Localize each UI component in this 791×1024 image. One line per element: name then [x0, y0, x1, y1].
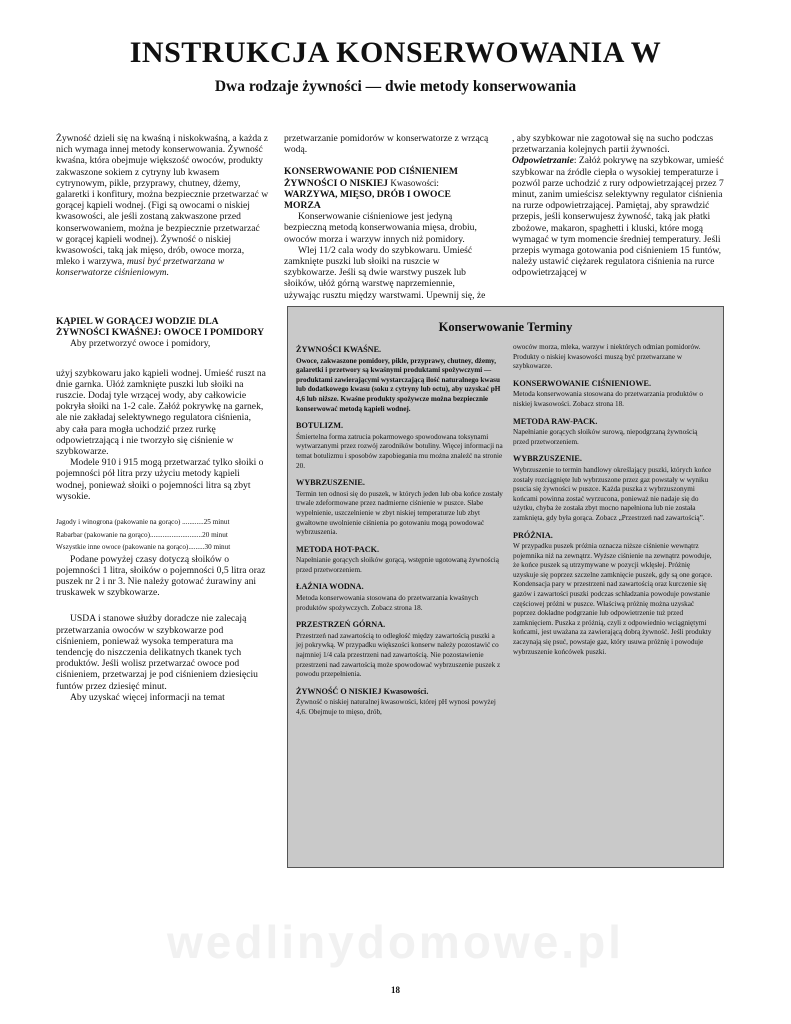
- water-bath-heading: KĄPIEL W GORĄCEJ WODZIE DLA ŻYWNOŚCI KWAŚNEJ: OWOCE I POMIDORY: [56, 316, 265, 339]
- intro-emphasis: musi być przetwarzana w konserwatorze ciśnieniowym.: [56, 256, 225, 279]
- tomato-continuation: przetwarzanie pomidorów w konserwatorze z wrzącą wodą.: [284, 133, 489, 156]
- term-heading: PRZESTRZEŃ GÓRNA.: [296, 620, 386, 630]
- term-heading: PRÓŻNIA.: [513, 530, 553, 540]
- intro-paragraph: [56, 133, 269, 279]
- term-text: Śmiertelna forma zatrucia pokarmowego spowodowana toksynami wytwarzanymi przez rozwój zarodników botuliny. Więcej informacji na temat botulizmu i sposobów zapobiegania mu można znaleźć na stronie 20.: [296, 432, 503, 470]
- term-heading: KONSERWOWANIE CIŚNIENIOWE.: [513, 378, 652, 388]
- pressure-intro: Konserwowanie ciśnieniowe jest jedyną bezpieczną metodą konserwowania mięsa, drobiu, owoców morza i warzyw innych niż pomidory.: [284, 211, 477, 245]
- pressure-column: [284, 133, 490, 301]
- term-text: Napełnianie gorących słoików surową, niepodgrzaną żywnością przed przetworzeniem.: [513, 428, 698, 446]
- intro-column: [56, 133, 269, 279]
- term-text: Żywność o niskiej naturalnej kwasowości, której pH wynosi powyżej 4,6. Obejmuje to mięso, drób,: [296, 698, 496, 716]
- venting-label: Odpowietrzanie: [512, 155, 574, 167]
- water-bath-models: Modele 910 i 915 mogą przetwarzać tylko słoiki o pojemności pół litra przy użyciu metody kąpieli wodnej, ponieważ słoiki o pojemności litra są zbyt wysokie.: [56, 457, 264, 502]
- term-heading: BOTULIZM.: [296, 421, 344, 431]
- time-row: Wszystkie inne owoce (pakowanie na gorąco).........30 minut: [56, 543, 231, 552]
- term-heading: ŁAŹNIA WODNA.: [296, 582, 364, 592]
- term-text: Metoda konserwowania stosowana do przetwarzania produktów o niskiej kwasowości. Zobacz strona 18.: [513, 390, 704, 408]
- term-heading: WYBRZUSZENIE.: [296, 478, 365, 488]
- page-subtitle: Dwa rodzaje żywności — dwie metody konserwowania: [214, 78, 577, 95]
- venting-continuation: , aby szybkowar nie zagotował się na sucho podczas przetwarzania kolejnych partii żywności.: [512, 133, 714, 156]
- pressure-heading-c: WARZYWA, MIĘSO, DRÓB I OWOCE MORZA: [284, 188, 451, 212]
- term-heading: METODA RAW-PACK.: [513, 416, 598, 426]
- water-bath-intro: Aby przetworzyć owoce i pomidory,: [70, 338, 211, 350]
- term-text: Przestrzeń nad zawartością to odległość między zawartością puszki a jej pokrywką. W przypadku większości konserw należy pozostawić co najmniej 1/4 cala przestrzeni nad zawartością. Nie pozostawienie przestrzeni nad zawartością może spowodować wybrzuszenie puszek z powodu przepełnienia.: [296, 631, 501, 679]
- terms-left-column: [296, 345, 503, 718]
- term-text: Owoce, zakwaszone pomidory, pikle, przyprawy, chutney, dżemy, galaretki i przetwory są kwaśnymi produktami spożywczymi — produktami zawierającymi wystarczającą ilość naturalnego kwasu lub dodatkowego kwasu (soku z cytryny lub octu), aby uzyskać pH 4,6 lub niższe. Kwaśne produkty spożywcze można bezpiecznie konserwować metodą kąpieli wodnej.: [296, 356, 501, 413]
- more-info: Aby uzyskać więcej informacji na temat: [70, 691, 225, 703]
- time-row: Rabarbar (pakowanie na gorąco).............................20 minut: [56, 530, 228, 539]
- venting-paragraph: [512, 155, 724, 278]
- term-text: W przypadku puszek próżnia oznacza niższe ciśnienie wewnątrz pojemnika niż na zewnątrz. Wyższe ciśnienie na zewnątrz powoduje, że końce puszek są utrzymywane w pozycji wklęsłej. Próżnię uzyskuje się poprzez szczelne zamknięcie puszek, gdy są one gorące. Kondensacja pary w przestrzeni nad zawartością oraz kurczenie się gazów i zawartości puszki podczas schładzania powoduje powstanie częściowej próżni w puszce. Właściwą próżnię można uzyskać poprzez dokładne podgrzanie lub odpowietrzenie tuż przed zamknięciem. Puszka z próżnią, czyli z odpowiednio wciągniętymi końcami, jest uważana za zawierającą dobrą żywność. Jeśli produkty zaczynają się psuć, powstaje gaz, który usuwa próżnię i powoduje wybrzuszenie końcówek puszki.: [513, 542, 713, 656]
- page-title: INSTRUKCJA KONSERWOWANIA W: [129, 36, 662, 69]
- processing-times: [56, 516, 266, 554]
- terms-box: [287, 306, 724, 868]
- venting-text: : Załóż pokrywę na szybkowar, umieść szybkowar na źródle ciepła o wysokiej temperaturze i pozwól parze uchodzić z rury odpowietrzającej przez 7 minut, zanim umieścisz selektywny regulator ciśnienia na rurze odpowietrzającej. Pamiętaj, aby sprawdzić przepis, jeśli konserwujesz żywność, taką jak płatki zbożowe, makaron, spaghetti i kluski, które mogą wymagać w tym momencie średniej temperatury. Jeśli przepis wymaga gotowania pod ciśnieniem 15 funtów, należy ustawić ciężarek regulatora ciśnienia na rurce odpowietrzającej w: [512, 155, 724, 279]
- times-note: Podane powyżej czasy dotyczą słoików o pojemności 1 litra, słoików o pojemności 0,5 litra oraz puszek nr 2 i nr 3. Nie należy gotować żurawiny ani truskawek w szybkowarze.: [56, 553, 266, 599]
- term-heading: ŻYWNOŚĆ O NISKIEJ Kwasowości.: [296, 686, 429, 696]
- intro-text: Żywność dzieli się na kwaśną i niskokwaśną, a każda z nich wymaga innej metody konserwowania. Żywność kwaśna, która obejmuje większość owoców, produkty zakwaszone sokiem z cytryny lub kwasem cytrynowym, pikle, przyprawy, chutney, dżemy, galaretki i konfitury, można bezpiecznie przetwarzać w gorącej kąpieli wodnej. (Figi są owocami o niskiej kwasowości, ale jeśli zostaną zakwaszone przed konserwowaniem, można je bezpiecznie przetwarzać w gorącej kąpieli wodnej). Żywność o niskiej kwasowości, taką jak mięso, drób, owoce morza, mleko i warzywa,: [56, 133, 269, 268]
- usda-note: USDA i stanowe służby doradcze nie zalecają przetwarzania owoców w szybkowarze pod ciśnieniem, ponieważ wysoka temperatura ma tendencję do niszczenia delikatnych tkanek tych produktów. Jeśli wolisz przetwarzać owoce pod ciśnieniem, przetwarzaj je pod ciśnieniem dziesięciu funtów przez dziesięć minut.: [56, 613, 258, 692]
- term-heading: WYBRZUSZENIE.: [513, 454, 582, 464]
- page-number: 18: [391, 985, 400, 995]
- pressure-heading: [284, 166, 490, 211]
- venting-column: [512, 133, 724, 279]
- term-text: Wybrzuszenie to termin handlowy określający puszki, których końce zostały rozciągnięte lub wybrzuszone przez gaz powstały w wyniku psucia się żywności w puszce. Każda puszka z wybrzuszonymi końcami powinna zostać wyrzucona, ponieważ nie nadaje się do użytku, chyba że została zbyt mocno napełniona lub nie została zamknięta, gdy była gorąca. Zobacz „Przestrzeń nad zawartością”.: [513, 465, 712, 522]
- term-heading: ŻYWNOŚCI KWAŚNE.: [296, 345, 382, 354]
- water-bath-section: [56, 316, 266, 703]
- term-text: Termin ten odnosi się do puszek, w których jeden lub oba końce zostały trwale zdeformowane przez nadmierne ciśnienie w puszce. Słabe wypełnienie, uszczelnienie w zbyt niskiej temperaturze lub zbyt gwałtowne uwolnienie ciśnienia po gotowaniu mogą powodować wybrzuszenia.: [296, 489, 503, 537]
- term-heading: METODA HOT-PACK.: [296, 544, 380, 554]
- term-continuation: owoców morza, mleka, warzyw i niektórych odmian pomidorów. Produkty o niskiej kwasowości muszą być przetwarzane w szybkowarze.: [513, 343, 701, 371]
- terms-box-title: Konserwowanie Terminy: [438, 320, 573, 334]
- term-text: Metoda konserwowania stosowana do przetwarzania kwaśnych produktów spożywczych. Zobacz strona 18.: [296, 594, 479, 612]
- pressure-heading-b: Kwasowości:: [390, 177, 439, 188]
- pressure-heading-a: KONSERWOWANIE POD CIŚNIENIEM ŻYWNOŚCI O NISKIEJ: [284, 166, 458, 189]
- pressure-steps: Wlej 11/2 cala wody do szybkowaru. Umieść zamknięte puszki lub słoiki na ruszcie w szybkowarze. Jeśli są dwie warstwy puszek lub słoików, ułóż górną warstwę naprzemiennie, używając rusztu między warstwami. Upewnij się, że: [284, 244, 486, 301]
- terms-right-column: [513, 343, 715, 657]
- water-bath-steps: użyj szybkowaru jako kąpieli wodnej. Umieść ruszt na dnie garnka. Ułóż zamknięte puszki lub słoiki na ruszcie. Dodaj tyle wrzącej wody, aby całkowicie pokryła słoiki na 1-2 cale. Załóż pokrywkę na garnek, ale nie zakładaj selektywnego regulatora ciśnienia, aby cała para mogła uchodzić przez rurkę odpowietrzającą i nie tworzyło się ciśnienie w szybkowarze.: [56, 367, 266, 458]
- watermark: wedlinydomowe.pl: [167, 916, 624, 968]
- time-row: Jagody i winogrona (pakowanie na gorąco) ............25 minut: [56, 518, 230, 527]
- term-text: Napełnianie gorących słoików gorącą, wstępnie ugotowaną żywnością przed przetworzeniem.: [296, 556, 499, 574]
